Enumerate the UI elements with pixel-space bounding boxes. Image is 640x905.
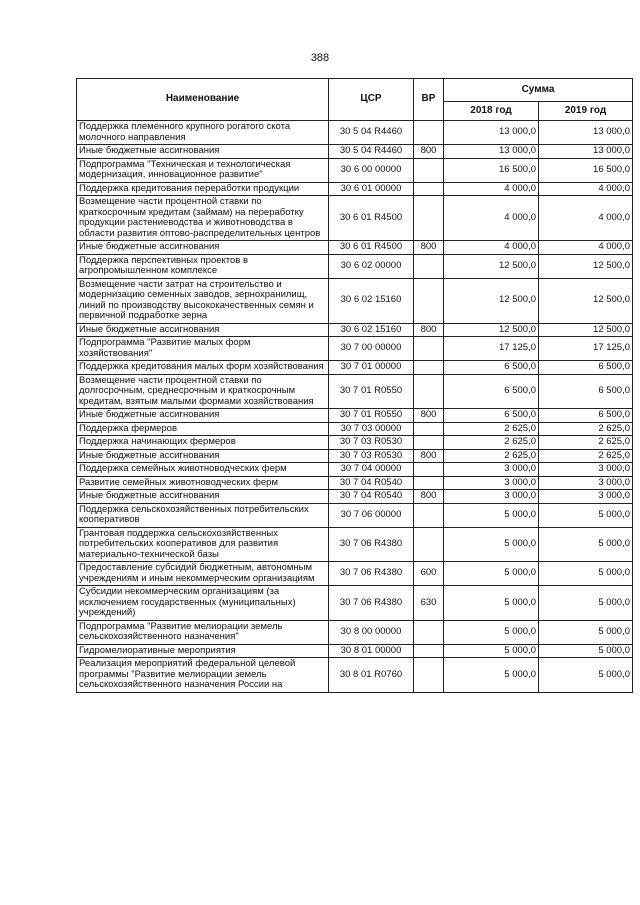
table-row [77, 658, 633, 693]
table-row [77, 241, 633, 255]
row-vr-cell: 600 [414, 562, 444, 586]
table-row [77, 361, 633, 375]
row-vr-cell: 800 [414, 490, 444, 504]
table-row [77, 196, 633, 241]
row-vr-cell [414, 361, 444, 375]
row-csr-cell: 30 7 03 R0530 [329, 449, 414, 463]
row-name-cell: Предоставление субсидий бюджетным, автономным учреждениям и иным некоммерческим организациям [77, 562, 329, 586]
row-name-cell: Подпрограмма "Развитие малых форм хозяйствования" [77, 337, 329, 361]
row-csr-cell: 30 6 00 00000 [329, 158, 414, 182]
row-csr-cell: 30 8 01 R0760 [329, 658, 414, 693]
row-2018-sum-cell: 12 500,0 [444, 323, 539, 337]
row-name-cell: Поддержка фермеров [77, 422, 329, 436]
row-csr-cell: 30 8 00 00000 [329, 620, 414, 644]
row-2019-sum-cell: 6 500,0 [539, 374, 633, 409]
table-row [77, 337, 633, 361]
row-2019-sum-cell: 3 000,0 [539, 490, 633, 504]
row-vr-cell [414, 278, 444, 323]
row-2019-sum-cell: 5 000,0 [539, 620, 633, 644]
row-vr-cell [414, 463, 444, 477]
row-2019-sum-cell: 6 500,0 [539, 361, 633, 375]
row-name-cell: Поддержка семейных животноводческих ферм [77, 463, 329, 477]
table-row [77, 476, 633, 490]
row-2018-sum-cell: 12 500,0 [444, 278, 539, 323]
row-2018-sum-cell: 3 000,0 [444, 490, 539, 504]
row-2018-sum-cell: 6 500,0 [444, 409, 539, 423]
row-2019-sum-cell: 4 000,0 [539, 241, 633, 255]
row-2018-sum-cell: 6 500,0 [444, 374, 539, 409]
row-2018-sum-cell: 17 125,0 [444, 337, 539, 361]
table-row [77, 490, 633, 504]
row-2019-sum-cell: 3 000,0 [539, 476, 633, 490]
header-csr: ЦСР [329, 79, 414, 121]
row-2019-sum-cell: 2 625,0 [539, 436, 633, 450]
row-name-cell: Развитие семейных животноводческих ферм [77, 476, 329, 490]
row-2019-sum-cell: 5 000,0 [539, 658, 633, 693]
table-row [77, 158, 633, 182]
row-2019-sum-cell: 17 125,0 [539, 337, 633, 361]
row-2018-sum-cell: 13 000,0 [444, 121, 539, 145]
row-csr-cell: 30 5 04 R4460 [329, 121, 414, 145]
row-2019-sum-cell: 2 625,0 [539, 422, 633, 436]
row-name-cell: Поддержка кредитования малых форм хозяйствования [77, 361, 329, 375]
table-body [77, 121, 633, 693]
row-name-cell: Иные бюджетные ассигнования [77, 490, 329, 504]
row-vr-cell [414, 476, 444, 490]
row-csr-cell: 30 7 01 00000 [329, 361, 414, 375]
row-name-cell: Возмещение части затрат на строительство и модернизацию семенных заводов, зернохранилищ, линий по производству высококачественных семян и первичной подработке зерна [77, 278, 329, 323]
row-vr-cell: 800 [414, 323, 444, 337]
row-vr-cell [414, 658, 444, 693]
row-name-cell: Поддержка сельскохозяйственных потребительских кооперативов [77, 503, 329, 527]
row-2019-sum-cell: 5 000,0 [539, 562, 633, 586]
table-row [77, 527, 633, 562]
row-name-cell: Возмещение части процентной ставки по долгосрочным, среднесрочным и краткосрочным кредитам, взятым малыми формами хозяйствования [77, 374, 329, 409]
row-vr-cell [414, 158, 444, 182]
row-csr-cell: 30 5 04 R4460 [329, 145, 414, 159]
row-name-cell: Иные бюджетные ассигнования [77, 241, 329, 255]
row-2018-sum-cell: 2 625,0 [444, 449, 539, 463]
row-vr-cell: 800 [414, 145, 444, 159]
row-csr-cell: 30 7 03 R0530 [329, 436, 414, 450]
header-vr: ВР [414, 79, 444, 121]
row-vr-cell [414, 644, 444, 658]
row-2018-sum-cell: 16 500,0 [444, 158, 539, 182]
header-sum: Сумма [444, 79, 633, 102]
row-name-cell: Поддержка племенного крупного рогатого скота молочного направления [77, 121, 329, 145]
table-row [77, 422, 633, 436]
row-vr-cell [414, 254, 444, 278]
table-row [77, 463, 633, 477]
table-row [77, 121, 633, 145]
table-row [77, 503, 633, 527]
row-csr-cell: 30 6 02 00000 [329, 254, 414, 278]
row-vr-cell [414, 527, 444, 562]
row-2019-sum-cell: 5 000,0 [539, 644, 633, 658]
row-2019-sum-cell: 6 500,0 [539, 409, 633, 423]
budget-table [76, 78, 633, 693]
row-name-cell: Субсидии некоммерческим организациям (за исключением государственных (муниципальных) учреждений) [77, 586, 329, 621]
row-2018-sum-cell: 2 625,0 [444, 436, 539, 450]
row-2019-sum-cell: 3 000,0 [539, 463, 633, 477]
table-row [77, 436, 633, 450]
table-row [77, 620, 633, 644]
row-2019-sum-cell: 5 000,0 [539, 586, 633, 621]
row-2018-sum-cell: 4 000,0 [444, 182, 539, 196]
row-vr-cell: 800 [414, 409, 444, 423]
row-2019-sum-cell: 5 000,0 [539, 527, 633, 562]
row-name-cell: Поддержка перспективных проектов в агропромышленном комплексе [77, 254, 329, 278]
row-csr-cell: 30 8 01 00000 [329, 644, 414, 658]
table-row [77, 145, 633, 159]
table-row [77, 449, 633, 463]
row-2019-sum-cell: 4 000,0 [539, 196, 633, 241]
row-vr-cell [414, 374, 444, 409]
row-vr-cell: 630 [414, 586, 444, 621]
row-csr-cell: 30 7 06 R4380 [329, 527, 414, 562]
row-name-cell: Поддержка начинающих фермеров [77, 436, 329, 450]
row-csr-cell: 30 7 01 R0550 [329, 374, 414, 409]
row-name-cell: Поддержка кредитования переработки продукции [77, 182, 329, 196]
table-row [77, 644, 633, 658]
row-2019-sum-cell: 13 000,0 [539, 121, 633, 145]
row-2018-sum-cell: 3 000,0 [444, 476, 539, 490]
row-2018-sum-cell: 2 625,0 [444, 422, 539, 436]
row-name-cell: Иные бюджетные ассигнования [77, 145, 329, 159]
table-row [77, 409, 633, 423]
row-vr-cell: 800 [414, 241, 444, 255]
row-csr-cell: 30 7 00 00000 [329, 337, 414, 361]
row-2019-sum-cell: 12 500,0 [539, 323, 633, 337]
page-number: 388 [310, 52, 330, 64]
row-csr-cell: 30 7 06 R4380 [329, 562, 414, 586]
header-year-2018: 2018 год [444, 102, 539, 121]
row-vr-cell [414, 196, 444, 241]
table-header [77, 79, 633, 121]
row-csr-cell: 30 7 06 R4380 [329, 586, 414, 621]
row-csr-cell: 30 7 06 00000 [329, 503, 414, 527]
row-name-cell: Гидромелиоративные мероприятия [77, 644, 329, 658]
row-csr-cell: 30 6 01 00000 [329, 182, 414, 196]
row-vr-cell: 800 [414, 449, 444, 463]
row-2019-sum-cell: 4 000,0 [539, 182, 633, 196]
row-2019-sum-cell: 16 500,0 [539, 158, 633, 182]
row-2018-sum-cell: 12 500,0 [444, 254, 539, 278]
table-row [77, 562, 633, 586]
row-2019-sum-cell: 12 500,0 [539, 278, 633, 323]
header-year-2019: 2019 год [539, 102, 633, 121]
table-row [77, 254, 633, 278]
row-2018-sum-cell: 5 000,0 [444, 503, 539, 527]
row-vr-cell [414, 436, 444, 450]
row-name-cell: Реализация мероприятий федеральной целевой программы "Развитие мелиорации земель сельскохозяйственного назначения России на [77, 658, 329, 693]
row-2018-sum-cell: 5 000,0 [444, 620, 539, 644]
row-2018-sum-cell: 5 000,0 [444, 644, 539, 658]
row-vr-cell [414, 121, 444, 145]
row-csr-cell: 30 6 02 15160 [329, 278, 414, 323]
row-csr-cell: 30 7 04 00000 [329, 463, 414, 477]
row-2018-sum-cell: 4 000,0 [444, 196, 539, 241]
row-csr-cell: 30 7 04 R0540 [329, 490, 414, 504]
table-row [77, 278, 633, 323]
table-row [77, 182, 633, 196]
row-vr-cell [414, 422, 444, 436]
row-2018-sum-cell: 5 000,0 [444, 527, 539, 562]
row-vr-cell [414, 620, 444, 644]
row-csr-cell: 30 6 02 15160 [329, 323, 414, 337]
row-2018-sum-cell: 6 500,0 [444, 361, 539, 375]
table-row [77, 374, 633, 409]
row-csr-cell: 30 7 04 R0540 [329, 476, 414, 490]
row-vr-cell [414, 182, 444, 196]
row-vr-cell [414, 503, 444, 527]
row-2019-sum-cell: 2 625,0 [539, 449, 633, 463]
row-csr-cell: 30 7 01 R0550 [329, 409, 414, 423]
row-vr-cell [414, 337, 444, 361]
row-name-cell: Иные бюджетные ассигнования [77, 323, 329, 337]
row-2018-sum-cell: 5 000,0 [444, 658, 539, 693]
row-name-cell: Иные бюджетные ассигнования [77, 409, 329, 423]
row-name-cell: Подпрограмма "Техническая и технологическая модернизация, инновационное развитие" [77, 158, 329, 182]
row-2018-sum-cell: 5 000,0 [444, 562, 539, 586]
row-csr-cell: 30 6 01 R4500 [329, 241, 414, 255]
table-row [77, 323, 633, 337]
row-name-cell: Возмещение части процентной ставки по краткосрочным кредитам (займам) на переработку продукции растениеводства и животноводства в области развития оптово-распределительных центров [77, 196, 329, 241]
row-2019-sum-cell: 13 000,0 [539, 145, 633, 159]
row-name-cell: Грантовая поддержка сельскохозяйственных потребительских кооперативов для развития материально-технической базы [77, 527, 329, 562]
row-name-cell: Иные бюджетные ассигнования [77, 449, 329, 463]
row-2018-sum-cell: 5 000,0 [444, 586, 539, 621]
header-name: Наименование [77, 79, 329, 121]
row-2019-sum-cell: 12 500,0 [539, 254, 633, 278]
row-2018-sum-cell: 3 000,0 [444, 463, 539, 477]
row-csr-cell: 30 6 01 R4500 [329, 196, 414, 241]
row-name-cell: Подпрограмма "Развитие мелиорации земель сельскохозяйственного назначения" [77, 620, 329, 644]
row-csr-cell: 30 7 03 00000 [329, 422, 414, 436]
row-2018-sum-cell: 13 000,0 [444, 145, 539, 159]
row-2019-sum-cell: 5 000,0 [539, 503, 633, 527]
table-row [77, 586, 633, 621]
row-2018-sum-cell: 4 000,0 [444, 241, 539, 255]
